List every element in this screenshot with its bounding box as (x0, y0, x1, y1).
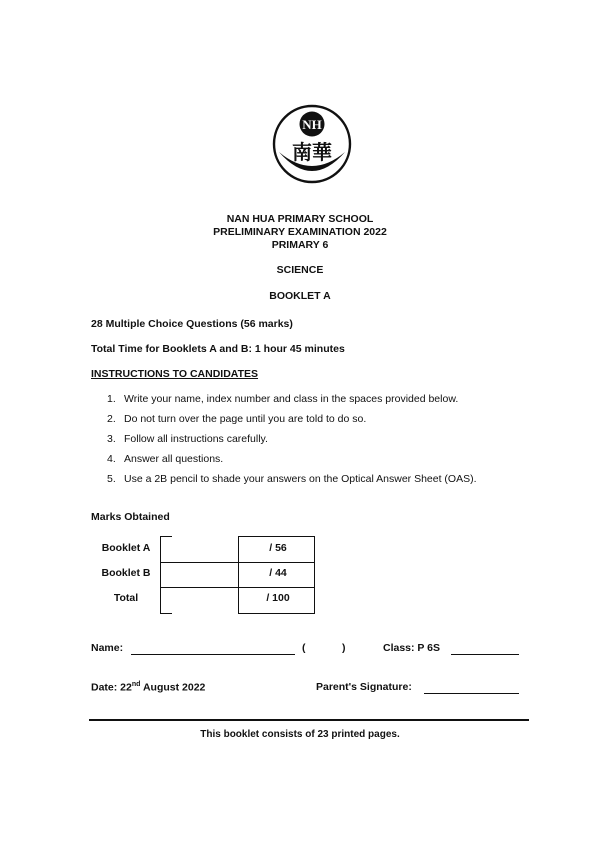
marks-title: Marks Obtained (91, 511, 170, 523)
name-label: Name: (91, 642, 124, 654)
table-divider (160, 536, 172, 537)
list-item: 4. Answer all questions. (107, 453, 224, 465)
signature-label: Parent's Signature: (316, 681, 412, 693)
subject-title: SCIENCE (276, 264, 324, 276)
index-paren-open: ( (302, 642, 306, 654)
logo-initials: NH (302, 117, 322, 132)
class-label: Class: P 6S (383, 642, 441, 654)
list-item: 3. Follow all instructions carefully. (107, 433, 268, 445)
marks-row-score: / 56 (269, 542, 287, 554)
table-divider (238, 536, 239, 614)
marks-row-score: / 44 (269, 567, 287, 579)
mcq-info: 28 Multiple Choice Questions (56 marks) (91, 318, 293, 330)
logo-chinese: 南華 (292, 140, 332, 164)
table-divider (238, 536, 315, 537)
marks-table (94, 536, 324, 614)
school-logo-emblem (271, 104, 353, 184)
marks-row-label: Total (113, 592, 139, 604)
name-field[interactable] (131, 644, 295, 655)
table-divider (160, 536, 161, 614)
exam-name: PRELIMINARY EXAMINATION 2022 (213, 226, 387, 238)
exam-date: Date: 22nd August 2022 (91, 681, 206, 694)
booklet-title: BOOKLET A (269, 290, 331, 302)
table-divider (160, 587, 315, 588)
marks-row-score: / 100 (266, 592, 290, 604)
footer-divider (89, 719, 529, 721)
page-count-note: This booklet consists of 23 printed pages. (200, 729, 400, 740)
signature-field[interactable] (424, 683, 519, 694)
list-item: 1. Write your name, index number and class in the spaces provided below. (107, 393, 459, 405)
list-item: 2. Do not turn over the page until you are told to do so. (107, 413, 367, 425)
school-logo (271, 104, 353, 184)
table-divider (160, 562, 315, 563)
table-divider (238, 613, 315, 614)
exam-header (0, 213, 600, 252)
list-item: 5. Use a 2B pencil to shade your answers on the Optical Answer Sheet (OAS). (107, 473, 477, 485)
marks-row-label: Booklet B (101, 567, 151, 579)
marks-row-label: Booklet A (101, 542, 151, 554)
instructions-title: INSTRUCTIONS TO CANDIDATES (91, 368, 259, 380)
index-paren-close: ) (342, 642, 346, 654)
school-name: NAN HUA PRIMARY SCHOOL (226, 213, 374, 225)
date-signature-row (91, 681, 521, 697)
instructions-list (107, 392, 477, 492)
name-class-row (91, 642, 521, 658)
table-divider (160, 613, 172, 614)
class-field[interactable] (451, 644, 519, 655)
exam-level: PRIMARY 6 (271, 239, 329, 251)
table-divider (314, 536, 315, 614)
time-info: Total Time for Booklets A and B: 1 hour 45 minutes (91, 343, 345, 355)
